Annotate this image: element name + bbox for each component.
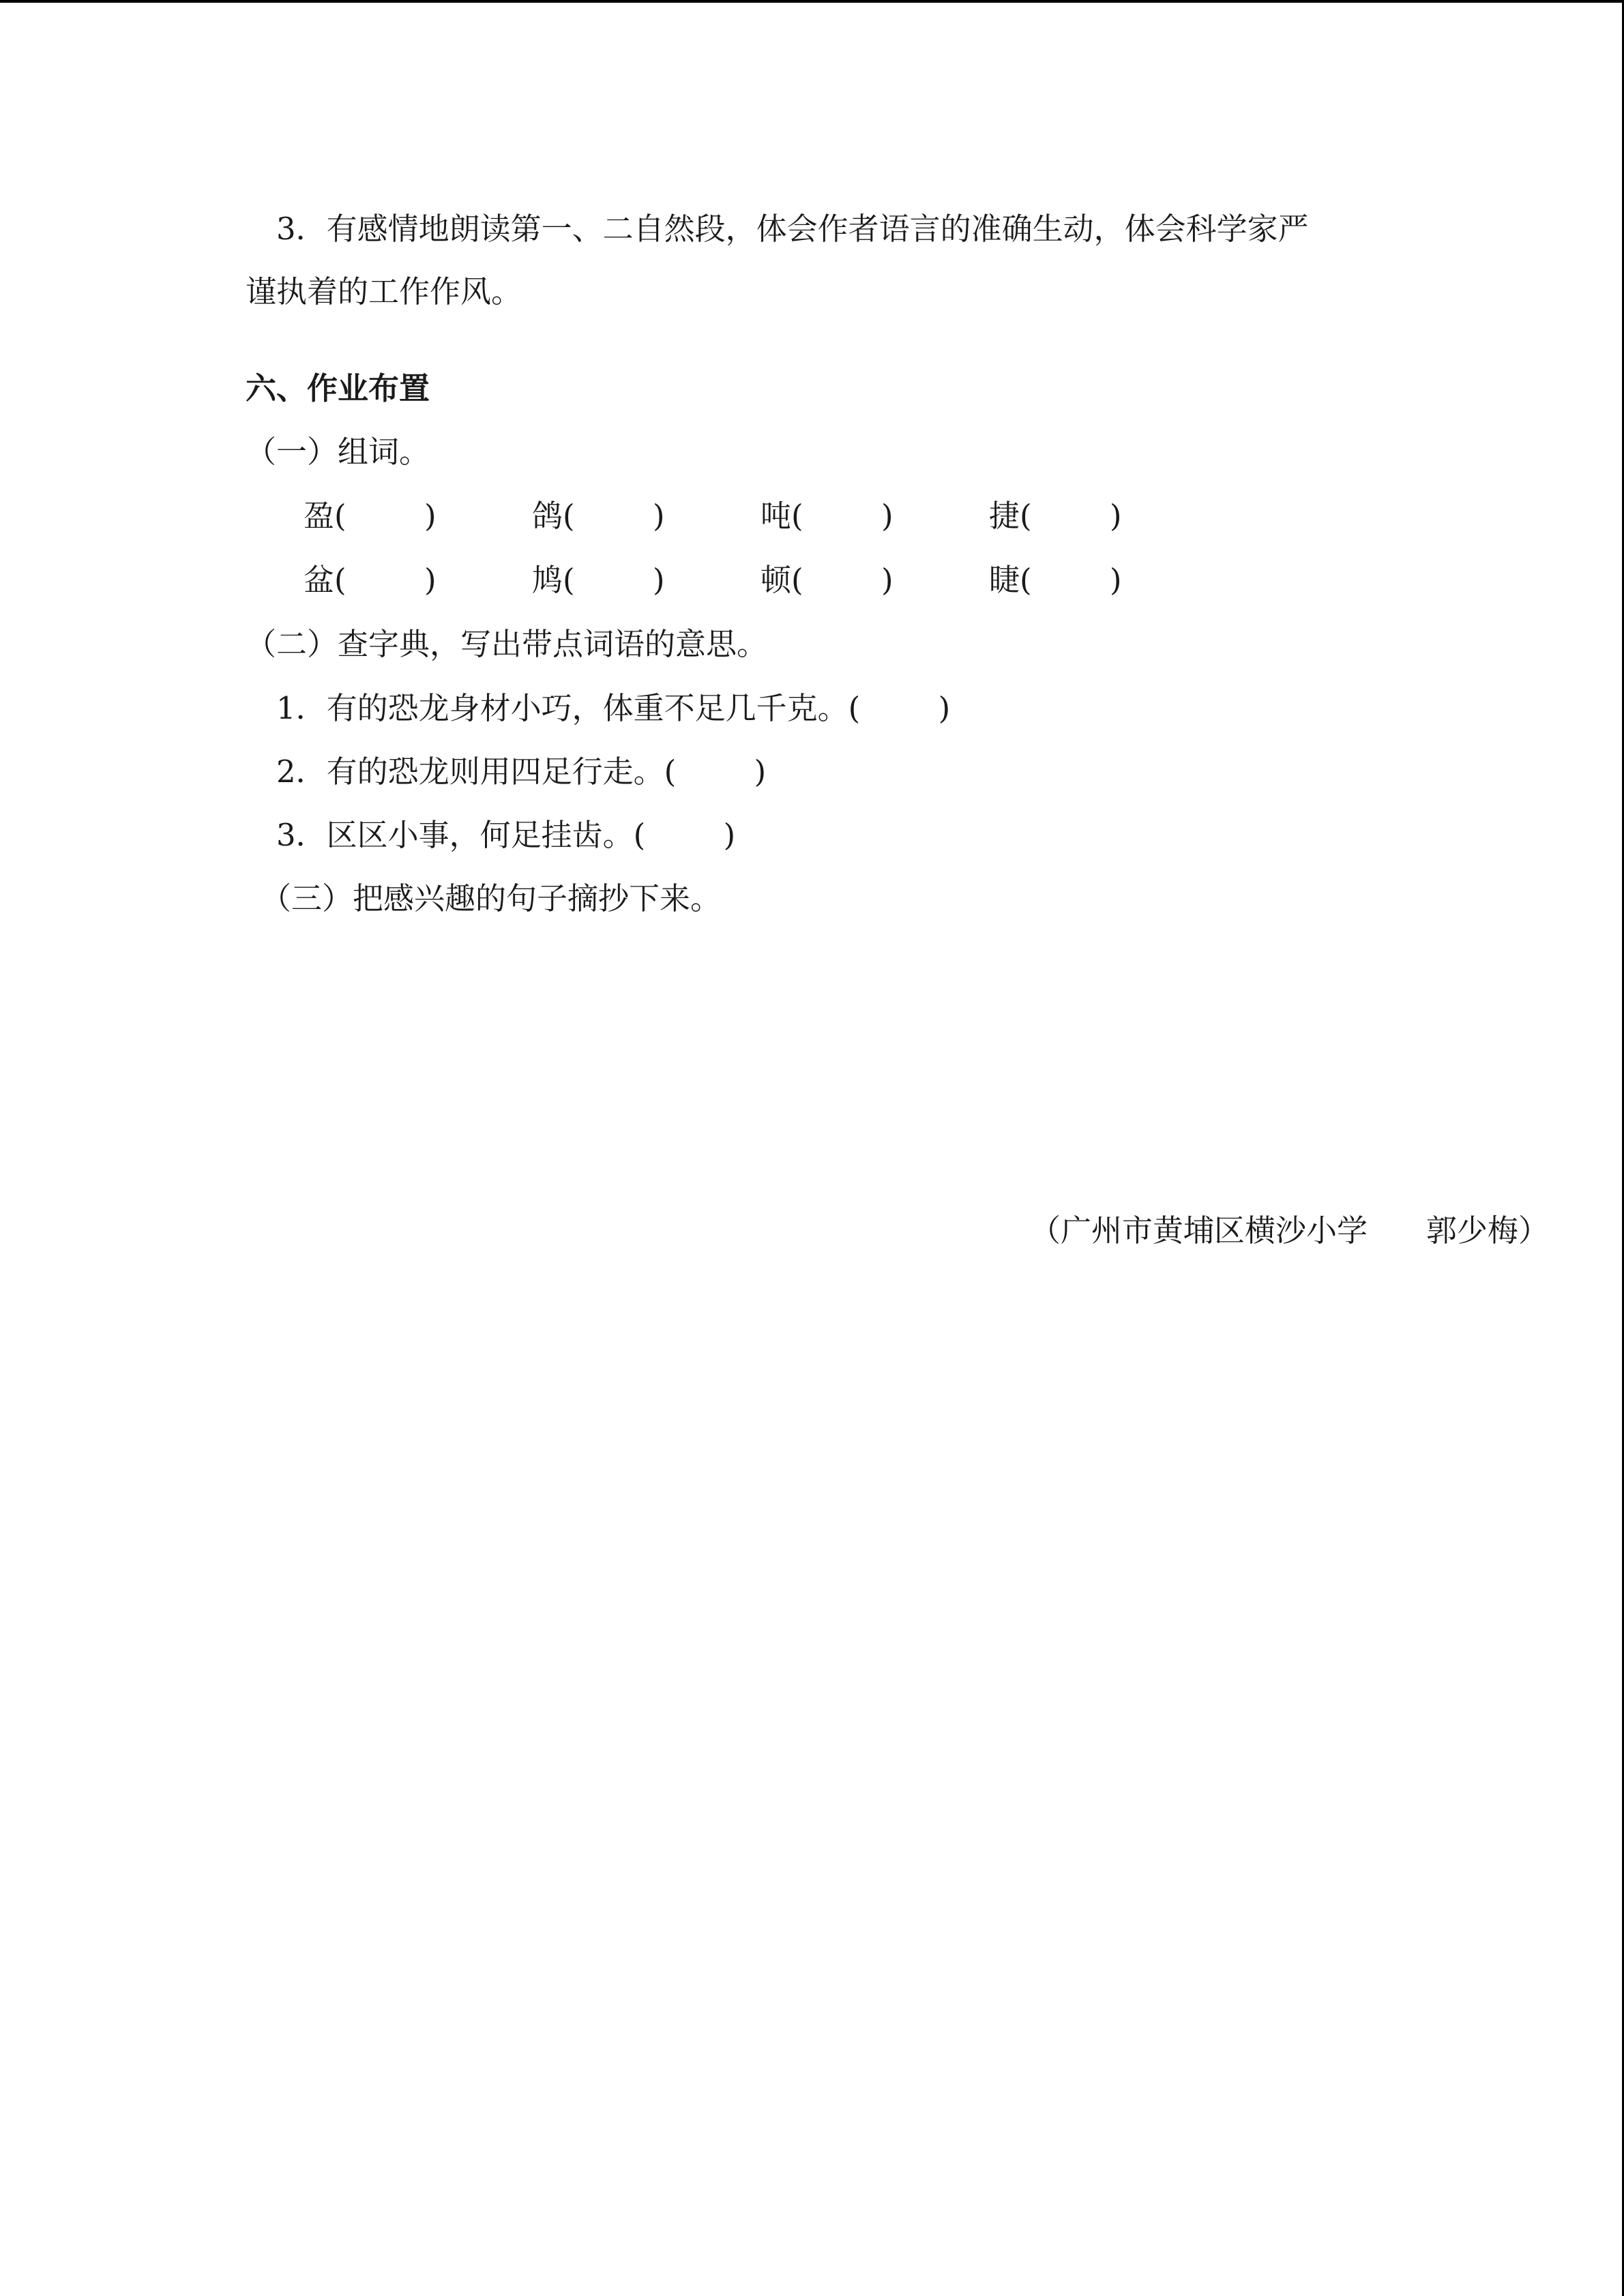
page-border-top bbox=[0, 0, 1624, 3]
word-item: 吨( ) bbox=[761, 498, 894, 534]
author-signature: （广州市黄埔区横沙小学 郭少梅） bbox=[1030, 1212, 1549, 1249]
word-item: 顿( ) bbox=[761, 562, 894, 598]
word-item: 鸽( ) bbox=[532, 498, 665, 534]
document-body bbox=[246, 198, 1549, 1249]
word-row-1 bbox=[246, 484, 1391, 548]
word-item: 盈( ) bbox=[304, 498, 437, 534]
objective-line-1: 3．有感情地朗读第一、二自然段，体会作者语言的准确生动，体会科学家严 bbox=[276, 211, 1309, 247]
word-item: 盆( ) bbox=[304, 562, 437, 598]
part-3-title: （三）把感兴趣的句子摘抄下来。 bbox=[261, 880, 722, 916]
word-item: 捷( ) bbox=[989, 498, 1122, 534]
dictionary-item-3: 3．区区小事，何足挂齿。( ) bbox=[276, 817, 736, 853]
dictionary-item-2: 2．有的恐龙则用四足行走。( ) bbox=[276, 754, 767, 790]
part-2-title: （二）查字典，写出带点词语的意思。 bbox=[246, 626, 768, 662]
objective-line-2: 谨执着的工作作风。 bbox=[246, 273, 522, 310]
section-heading: 六、作业布置 bbox=[246, 370, 430, 406]
word-item: 睫( ) bbox=[989, 562, 1122, 598]
word-row-2 bbox=[246, 548, 1391, 612]
word-item: 鸠( ) bbox=[532, 562, 665, 598]
part-1-title: （一）组词。 bbox=[246, 434, 430, 470]
dictionary-item-1: 1．有的恐龙身材小巧，体重不足几千克。( ) bbox=[276, 690, 951, 726]
